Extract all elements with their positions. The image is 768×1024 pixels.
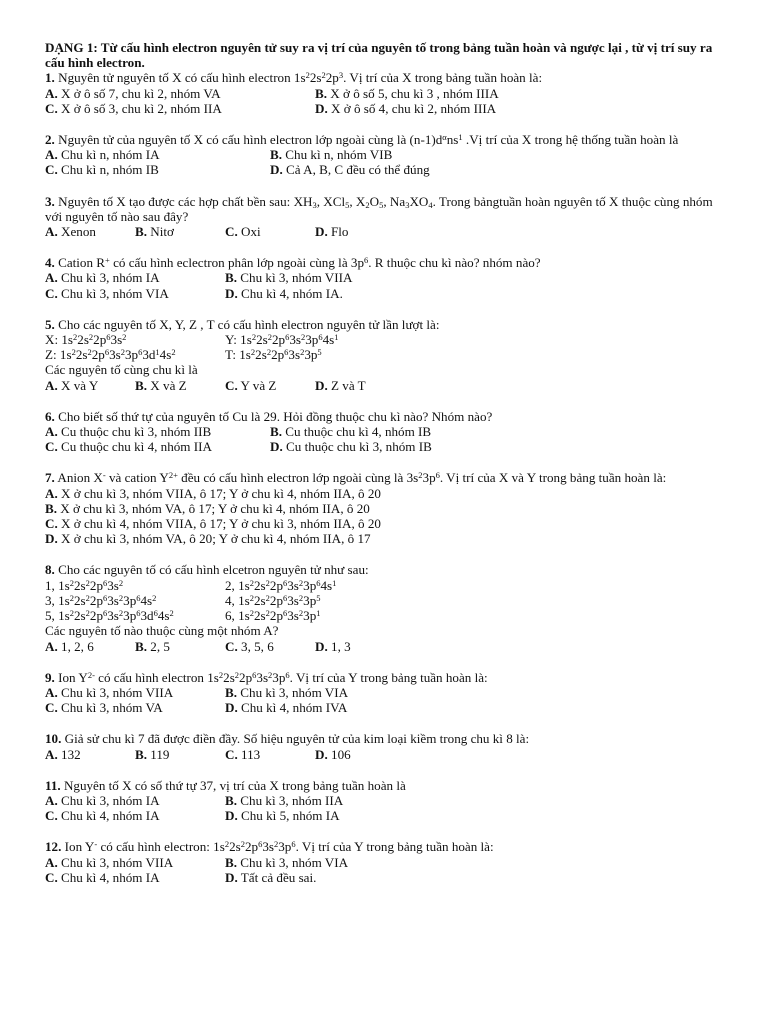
option-row bbox=[45, 531, 725, 546]
option-letter: A. bbox=[45, 270, 58, 286]
option-text: Chu kì 5, nhóm IA bbox=[241, 808, 340, 824]
option-text: T: $1s^22s^22p^63s^23p^5$ bbox=[225, 347, 322, 363]
question bbox=[45, 470, 725, 546]
option-letter: A. bbox=[45, 147, 58, 163]
question-stem bbox=[45, 409, 725, 424]
question-stem bbox=[45, 731, 725, 746]
option-letter: A. bbox=[45, 224, 58, 240]
question bbox=[45, 562, 725, 653]
option-row bbox=[45, 855, 725, 870]
answer-option bbox=[315, 86, 499, 101]
question-number: 12. bbox=[45, 839, 62, 855]
question-text: Giả sử chu kì 7 đã được điền đầy. Số hiệu nguyên tử của kim loại kiềm trong chu kì 8 là: bbox=[64, 731, 530, 747]
option-letter: B. bbox=[315, 85, 328, 101]
option-text: Y và Z bbox=[240, 377, 277, 393]
option-letter: B. bbox=[135, 224, 148, 240]
answer-option bbox=[45, 286, 225, 301]
option-letter: D. bbox=[315, 224, 328, 240]
option-text: X ở chu kì 3, nhóm VA, ô 17; Y ở chu kì 4, nhóm IIA, ô 20 bbox=[60, 500, 370, 516]
question-number: 10. bbox=[45, 731, 62, 747]
option-row bbox=[45, 808, 725, 823]
option-text: 106 bbox=[331, 746, 351, 762]
answer-option bbox=[45, 162, 270, 177]
question-stem bbox=[45, 70, 725, 85]
option-text: Chu kì 3, nhóm VIIA bbox=[240, 270, 353, 286]
answer-option bbox=[225, 855, 348, 870]
option-letter: B. bbox=[135, 638, 148, 654]
answer-option bbox=[45, 486, 381, 501]
option-row bbox=[45, 700, 725, 715]
question-stem bbox=[45, 562, 725, 577]
answer-option bbox=[270, 147, 392, 162]
option-letter: B. bbox=[270, 424, 283, 440]
option-row bbox=[45, 639, 725, 654]
answer-option bbox=[225, 808, 340, 823]
option-letter: C. bbox=[45, 700, 58, 716]
option-text: 4, $1s^22s^22p^63s^23p^5$ bbox=[225, 592, 321, 608]
answer-option bbox=[225, 347, 322, 362]
question-number: 4. bbox=[45, 255, 55, 271]
option-letter: C. bbox=[45, 100, 58, 116]
option-letter: C. bbox=[45, 285, 58, 301]
question bbox=[45, 731, 725, 761]
question-prompt: Các nguyên tố nào thuộc cùng một nhóm A? bbox=[45, 623, 279, 639]
option-letter: A. bbox=[45, 485, 58, 501]
answer-option bbox=[45, 86, 315, 101]
option-row bbox=[45, 224, 725, 239]
option-text: Oxi bbox=[241, 224, 261, 240]
option-row bbox=[45, 593, 725, 608]
question-text: Cation R+ có cấu hình eclectron phân lớp ngoài cùng là $3p^6$. R thuộc chu kì nào? nhóm nào? bbox=[58, 255, 541, 271]
option-row bbox=[45, 439, 725, 454]
answer-option bbox=[45, 101, 315, 116]
option-letter: D. bbox=[315, 638, 328, 654]
answer-option bbox=[225, 378, 315, 393]
option-row bbox=[45, 747, 725, 762]
option-text: Nitơ bbox=[150, 224, 174, 240]
option-text: 1, 3 bbox=[331, 638, 351, 654]
option-text: Chu kì 3, nhóm IIA bbox=[240, 792, 344, 808]
answer-option bbox=[45, 531, 371, 546]
question bbox=[45, 70, 725, 116]
question-stem bbox=[45, 470, 725, 485]
option-text: X ở ô số 5, chu kì 3 , nhóm IIIA bbox=[330, 85, 499, 101]
option-text: Xenon bbox=[61, 224, 96, 240]
answer-option bbox=[270, 162, 430, 177]
option-text: 1, $1s^22s^22p^63s^2$ bbox=[45, 577, 124, 593]
answer-option bbox=[45, 516, 381, 531]
option-row bbox=[45, 347, 725, 362]
option-letter: D. bbox=[315, 746, 328, 762]
option-text: Chu kì 3, nhóm VA bbox=[61, 700, 163, 716]
question bbox=[45, 317, 725, 393]
question-text: Cho biết số thứ tự của nguyên tố Cu là 29. Hỏi đồng thuộc chu kì nào? Nhóm nào? bbox=[58, 408, 493, 424]
answer-option bbox=[225, 608, 321, 623]
answer-option bbox=[225, 593, 321, 608]
question-stem bbox=[45, 670, 725, 685]
option-text: X và Y bbox=[61, 377, 99, 393]
question-number: 7. bbox=[45, 470, 55, 486]
question-number: 5. bbox=[45, 316, 55, 332]
option-letter: D. bbox=[225, 285, 238, 301]
option-letter: C. bbox=[45, 516, 58, 532]
option-letter: A. bbox=[45, 638, 58, 654]
question-number: 2. bbox=[45, 132, 55, 148]
option-text: X ở chu kì 3, nhóm VIIA, ô 17; Y ở chu kì 4, nhóm IIA, ô 20 bbox=[61, 485, 381, 501]
option-letter: C. bbox=[225, 746, 238, 762]
option-text: X ở ô số 7, chu kì 2, nhóm VA bbox=[61, 85, 221, 101]
option-text: Chu kì 4, nhóm IA bbox=[61, 869, 160, 885]
option-text: Chu kì 3, nhóm VIIA bbox=[61, 684, 174, 700]
option-text: Y: $1s^22s^22p^63s^23p^64s^1$ bbox=[225, 332, 339, 348]
option-letter: C. bbox=[45, 869, 58, 885]
question-number: 3. bbox=[45, 193, 55, 209]
document-page bbox=[45, 40, 725, 901]
option-letter: C. bbox=[225, 377, 238, 393]
question-text: Cho các nguyên tố X, Y, Z , T có cấu hình electron nguyên tử lần lượt là: bbox=[58, 316, 440, 332]
option-row bbox=[45, 270, 725, 285]
option-letter: B. bbox=[135, 377, 148, 393]
option-letter: B. bbox=[135, 746, 148, 762]
option-text: X ở ô số 4, chu kì 2, nhóm IIIA bbox=[331, 100, 497, 116]
question-stem bbox=[45, 255, 725, 270]
answer-option bbox=[135, 747, 225, 762]
option-text: Z: $1s^22s^22p^63s^23p^63d^14s^2$ bbox=[45, 347, 176, 363]
option-letter: A. bbox=[45, 85, 58, 101]
answer-option bbox=[45, 439, 270, 454]
question-list bbox=[45, 70, 725, 885]
answer-option bbox=[45, 747, 135, 762]
answer-option bbox=[45, 593, 225, 608]
question-text: Ion $Y^{2-}$ có cấu hình electron $1s^22s^22p^63s^23p^6$. Vị trí của Y trong bảng tuần hoàn là: bbox=[58, 669, 488, 685]
question-text: Anion X- và cation $Y^{2+}$ đều có cấu hình electron lớp ngoài cùng là $3s^23p^6$. Vị trí của X và Y trong bảng tuần hoàn là: bbox=[57, 470, 667, 486]
option-letter: C. bbox=[225, 224, 238, 240]
question-prompt: Các nguyên tố cùng chu kì là bbox=[45, 362, 198, 378]
option-row bbox=[45, 578, 725, 593]
answer-option bbox=[45, 608, 225, 623]
answer-option bbox=[225, 700, 347, 715]
option-letter: C. bbox=[45, 808, 58, 824]
option-letter: D. bbox=[270, 439, 283, 455]
option-row bbox=[45, 486, 725, 501]
question-number: 8. bbox=[45, 562, 55, 578]
option-row bbox=[45, 424, 725, 439]
option-row bbox=[45, 147, 725, 162]
answer-option bbox=[45, 578, 225, 593]
option-letter: B. bbox=[225, 270, 238, 286]
option-text: Chu kì 3, nhóm VIA bbox=[240, 854, 349, 870]
option-text: Chu kì 4, nhóm IA bbox=[61, 808, 160, 824]
question-text: Nguyên tố X có số thứ tự 37, vị trí của X trong bảng tuần hoàn là bbox=[63, 777, 406, 793]
option-letter: D. bbox=[315, 377, 328, 393]
answer-option bbox=[225, 639, 315, 654]
question-number: 9. bbox=[45, 669, 55, 685]
option-row bbox=[45, 501, 725, 516]
option-text: X ở ô số 3, chu kì 2, nhóm IIA bbox=[61, 100, 222, 116]
option-row bbox=[45, 516, 725, 531]
question-text: Ion Y- có cấu hình electron: $1s^22s^22p^63s^23p^6$. Vị trí của Y trong bảng tuần hoàn là: bbox=[64, 839, 494, 855]
answer-option bbox=[45, 347, 225, 362]
answer-option bbox=[225, 870, 316, 885]
option-row bbox=[45, 162, 725, 177]
answer-option bbox=[225, 578, 336, 593]
option-text: X và Z bbox=[150, 377, 187, 393]
question bbox=[45, 839, 725, 885]
option-row bbox=[45, 101, 725, 116]
option-text: X ở chu kì 4, nhóm VIIA, ô 17; Y ở chu kì 3, nhóm IIA, ô 20 bbox=[61, 516, 381, 532]
option-text: 119 bbox=[150, 746, 170, 762]
answer-option bbox=[225, 332, 338, 347]
option-letter: D. bbox=[315, 100, 328, 116]
option-text: 113 bbox=[241, 746, 261, 762]
option-text: Cu thuộc chu kì 3, nhóm IB bbox=[286, 439, 432, 455]
option-row bbox=[45, 608, 725, 623]
option-letter: B. bbox=[225, 684, 238, 700]
option-text: 132 bbox=[61, 746, 81, 762]
answer-option bbox=[45, 685, 225, 700]
question-text: Nguyên tử của nguyên tố X có cấu hình electron lớp ngoài cùng là $(n-1)d^\alpha ns^1$ .Vị trí của X trong hệ thống tuần hoàn là bbox=[58, 132, 679, 148]
option-text: Cu thuộc chu kì 4, nhóm IB bbox=[285, 424, 432, 440]
option-letter: C. bbox=[45, 439, 58, 455]
option-text: Chu kì n, nhóm IB bbox=[61, 162, 159, 178]
option-letter: D. bbox=[225, 869, 238, 885]
question bbox=[45, 255, 725, 301]
answer-option bbox=[225, 224, 315, 239]
answer-option bbox=[315, 101, 496, 116]
answer-option bbox=[45, 808, 225, 823]
answer-option bbox=[315, 224, 348, 239]
option-letter: D. bbox=[225, 700, 238, 716]
option-text: Chu kì 3, nhóm IA bbox=[61, 270, 160, 286]
option-row bbox=[45, 685, 725, 700]
option-text: 2, $1s^22s^22p^63s^23p^64s^1$ bbox=[225, 577, 337, 593]
question bbox=[45, 670, 725, 716]
answer-option bbox=[45, 855, 225, 870]
question-text: Nguyên tử nguyên tố X có cấu hình electron $1s^22s^22p^3$. Vị trí của X trong bảng tuần hoàn là: bbox=[58, 70, 543, 86]
answer-option bbox=[45, 147, 270, 162]
option-text: Chu kì 3, nhóm VIA bbox=[61, 285, 169, 301]
option-text: Flo bbox=[331, 224, 349, 240]
question-text: Cho các nguyên tố có cấu hình elcetron nguyên tử như sau: bbox=[58, 562, 369, 578]
option-text: Cả A, B, C đều có thể đúng bbox=[286, 162, 430, 178]
option-letter: A. bbox=[45, 377, 58, 393]
answer-option bbox=[270, 424, 431, 439]
option-row bbox=[45, 378, 725, 393]
question-text: Nguyên tố X tạo được các hợp chất bền sau: $XH_3$, XCl$_5$, $X_2O_5$, $Na_3XO_4$. Trong bảngtuần hoàn nguyên tố X thuộc cùng nhóm với nguyên tố nào sau đây? bbox=[45, 193, 713, 224]
answer-option bbox=[135, 378, 225, 393]
option-letter: C. bbox=[45, 162, 58, 178]
option-text: Chu kì n, nhóm IA bbox=[61, 147, 160, 163]
option-text: Chu kì 4, nhóm IA. bbox=[241, 285, 343, 301]
question-number: 11. bbox=[45, 777, 61, 793]
option-row bbox=[45, 86, 725, 101]
option-text: 6, $1s^22s^22p^63s^23p^1$ bbox=[225, 608, 321, 624]
option-text: Chu kì n, nhóm VIB bbox=[285, 147, 393, 163]
option-letter: D. bbox=[45, 531, 58, 547]
answer-option bbox=[45, 639, 135, 654]
option-letter: D. bbox=[270, 162, 283, 178]
answer-option bbox=[45, 424, 270, 439]
answer-option bbox=[45, 224, 135, 239]
option-text: Chu kì 3, nhóm IA bbox=[61, 792, 160, 808]
question-number: 1. bbox=[45, 70, 55, 86]
question-number: 6. bbox=[45, 408, 55, 424]
option-text: X ở chu kì 3, nhóm VA, ô 20; Y ở chu kì 4, nhóm IIA, ô 17 bbox=[61, 531, 371, 547]
option-letter: A. bbox=[45, 792, 58, 808]
question-stem bbox=[45, 194, 725, 224]
option-letter: B. bbox=[270, 147, 283, 163]
answer-option bbox=[45, 332, 225, 347]
option-letter: B. bbox=[225, 854, 238, 870]
section-title: DẠNG 1: Từ cấu hình electron nguyên tử suy ra vị trí của nguyên tố trong bảng tuần hoàn và ngược lại , từ vị trí suy ra cấu hình electron. bbox=[45, 40, 713, 71]
option-row bbox=[45, 286, 725, 301]
option-letter: B. bbox=[45, 500, 58, 516]
answer-option bbox=[135, 224, 225, 239]
option-text: 2, 5 bbox=[150, 638, 170, 654]
option-text: 3, $1s^22s^22p^63s^23p^64s^2$ bbox=[45, 592, 157, 608]
answer-option bbox=[135, 639, 225, 654]
question bbox=[45, 409, 725, 455]
option-row bbox=[45, 870, 725, 885]
answer-option bbox=[45, 870, 225, 885]
answer-option bbox=[315, 639, 351, 654]
option-text: Chu kì 3, nhóm VIA bbox=[240, 684, 349, 700]
answer-option bbox=[315, 747, 351, 762]
option-text: 5, $1s^22s^22p^63s^23p^63d^64s^2$ bbox=[45, 608, 174, 624]
answer-option bbox=[45, 700, 225, 715]
answer-option bbox=[225, 793, 343, 808]
answer-option bbox=[225, 685, 348, 700]
option-text: Chu kì 4, nhóm IVA bbox=[241, 700, 348, 716]
option-text: 1, 2, 6 bbox=[61, 638, 94, 654]
question bbox=[45, 194, 725, 240]
option-text: Cu thuộc chu kì 4, nhóm IIA bbox=[61, 439, 212, 455]
option-text: Tất cả đều sai. bbox=[240, 869, 317, 885]
answer-option bbox=[270, 439, 432, 454]
option-letter: D. bbox=[225, 808, 238, 824]
question-stem bbox=[45, 778, 725, 793]
question-stem bbox=[45, 317, 725, 332]
option-letter: A. bbox=[45, 854, 58, 870]
option-letter: A. bbox=[45, 746, 58, 762]
answer-option bbox=[45, 501, 370, 516]
question-stem bbox=[45, 132, 725, 147]
answer-option bbox=[45, 378, 135, 393]
option-text: 3, 5, 6 bbox=[241, 638, 274, 654]
answer-option bbox=[45, 270, 225, 285]
question bbox=[45, 132, 725, 178]
option-text: Chu kì 3, nhóm VIIA bbox=[61, 854, 174, 870]
option-letter: A. bbox=[45, 684, 58, 700]
option-letter: A. bbox=[45, 424, 58, 440]
question-stem bbox=[45, 839, 725, 854]
option-row bbox=[45, 332, 725, 347]
option-letter: B. bbox=[225, 792, 238, 808]
option-row bbox=[45, 793, 725, 808]
option-text: Z và T bbox=[331, 377, 366, 393]
answer-option bbox=[225, 270, 352, 285]
answer-option bbox=[225, 747, 315, 762]
answer-option bbox=[315, 378, 366, 393]
option-text: Cu thuộc chu kì 3, nhóm IIB bbox=[61, 424, 212, 440]
option-text: X: $1s^22s^22p^63s^2$ bbox=[45, 332, 127, 348]
question bbox=[45, 778, 725, 824]
option-letter: C. bbox=[225, 638, 238, 654]
answer-option bbox=[45, 793, 225, 808]
answer-option bbox=[225, 286, 343, 301]
